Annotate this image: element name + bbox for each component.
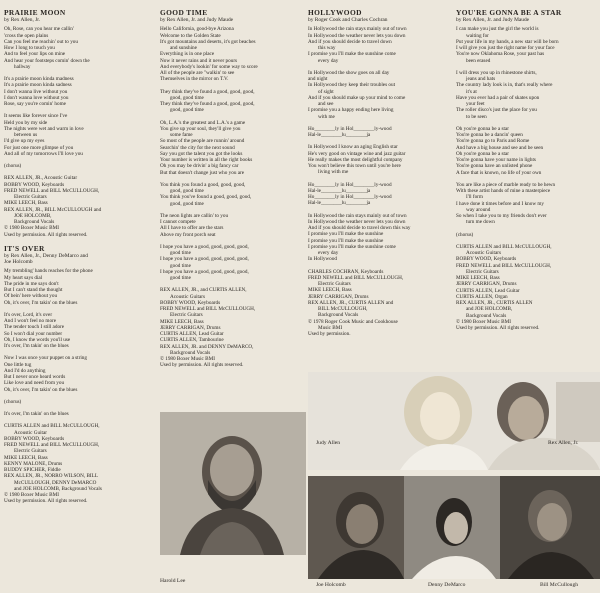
lyric-line: I promise you I'll make the sunshine bbox=[308, 237, 384, 244]
lyric-line: All of the people are "walkin' to see bbox=[160, 70, 235, 77]
song-title: GOOD TIME bbox=[160, 8, 208, 17]
lyric-line: some fame bbox=[170, 132, 193, 139]
lyric-line: good, good time bbox=[170, 94, 204, 101]
lyric-line: You are like a piece of marble ready to be hewn bbox=[456, 181, 556, 188]
lyric-line: REX ALLEN, JR., BILL McCULLOUGH and bbox=[4, 206, 102, 213]
lyric-line: So when I take you to my friends don't ever bbox=[456, 213, 547, 220]
lyric-line: He's very good on vintage wine and jazz guitar bbox=[308, 150, 406, 157]
lyric-line: to be seen bbox=[466, 113, 487, 120]
lyric-line: The pride in me says don't bbox=[4, 280, 59, 287]
lyric-line: Acoustic Guitars bbox=[466, 250, 502, 257]
lyric-line: JERRY CARRIGAN, Drums bbox=[308, 293, 369, 300]
lyric-line: I can make you just the girl the world is bbox=[456, 26, 539, 33]
lyric-line: Everything is in one place bbox=[160, 51, 215, 58]
lyric-line: been erased bbox=[466, 57, 491, 64]
lyric-line: Rose, say you're comin' home bbox=[4, 101, 66, 108]
song-its-over bbox=[4, 244, 150, 505]
lyric-line: this way bbox=[318, 45, 336, 52]
lyric-line: good time bbox=[170, 250, 191, 257]
lyric-line: The neon lights are callin' to you bbox=[160, 212, 229, 219]
lyric-line: I don't wanna live without you bbox=[4, 88, 68, 95]
lyric-line: I promise you I'll make the sunshine come bbox=[308, 51, 396, 58]
lyric-line: BUDDY SPICHER, Fiddle bbox=[4, 467, 61, 474]
column-3 bbox=[308, 8, 450, 343]
lyric-line: But that doesn't change just who you are bbox=[160, 169, 245, 176]
lyric-line: Electric Guitars bbox=[170, 312, 203, 319]
lyric-line: it's at bbox=[466, 88, 477, 95]
lyric-line: good time bbox=[170, 262, 191, 269]
lyric-line: Oh you're gonna be a star bbox=[456, 150, 509, 157]
lyric-line: Used by permission. bbox=[308, 331, 351, 338]
lyric-line: Hello California, good-bye Arizona bbox=[160, 26, 234, 33]
lyric-line: CURTIS ALLEN, Tambourine bbox=[160, 337, 224, 344]
lyric-line: Music BMI bbox=[318, 324, 343, 331]
lyric-line: JERRY CARRIGAN, Drums bbox=[456, 281, 517, 288]
song-title: HOLLYWOOD bbox=[308, 8, 362, 17]
lyric-line: So I won't dial your number bbox=[4, 330, 63, 337]
lyric-line: I promise you I'll make the sunshine bbox=[308, 231, 384, 238]
lyric-line: BOBBY WOOD, Keyboards bbox=[456, 256, 517, 263]
lyric-line: CHARLES COCHRAN, Keyboards bbox=[308, 268, 384, 275]
lyric-line: way around bbox=[466, 206, 491, 213]
lyric-line: JOE HOLCOMB, bbox=[14, 212, 52, 219]
lyric-line: every day bbox=[318, 250, 339, 257]
lyric-line: In Hollywood the rain stays mainly out of town bbox=[308, 26, 407, 33]
lyric-line: BILL McCULLOUGH, bbox=[318, 306, 368, 313]
lyric-line: waiting for bbox=[466, 32, 489, 39]
lyric-line: REX ALLEN, JR., CURTIS ALLEN and bbox=[308, 299, 394, 306]
lyric-line: REX ALLEN, JR., and CURTIS ALLEN, bbox=[160, 287, 247, 294]
lyric-line: And everybody's lookin' for some way to score bbox=[160, 63, 258, 70]
song-byline: by Rex Allen, Jr., Denny DeMarco and Joe Holcomb bbox=[4, 252, 88, 266]
lyric-line: REX ALLEN, JR. and DENNY DeMARCO, bbox=[160, 343, 254, 350]
lyric-line: I don't wanna love without you bbox=[4, 94, 69, 101]
lyric-line: You give up your soul, they'll give you bbox=[160, 125, 241, 132]
column-4 bbox=[456, 8, 596, 337]
lyric-line: It's a prairie moon kinda madness bbox=[4, 76, 74, 83]
lyric-line: Ho________ly in Hol________ly-wood bbox=[308, 181, 392, 188]
song-byline: by Rex Allen, Jr. and Judy Maude bbox=[456, 17, 530, 23]
caption-judy-allen: Judy Allen bbox=[316, 440, 341, 446]
song-title: YOU'RE GONNA BE A STAR bbox=[456, 8, 562, 17]
lyric-line: And if you should decide to travel down bbox=[308, 38, 392, 45]
lyric-line: and JOE HOLCOMB, Background Vocals bbox=[14, 485, 102, 492]
lyric-line: FRED NEWELL and BILL McCULLOUGH, bbox=[4, 187, 100, 194]
lyric-line: He really makes the most delightful company bbox=[308, 156, 403, 163]
song-title: PRAIRIE MOON bbox=[4, 8, 66, 17]
lyric-line: © 1980 Boxer Music BMI bbox=[456, 318, 511, 325]
lyric-line: FRED NEWELL and BILL McCULLOUGH, bbox=[4, 442, 100, 449]
lyric-line: CURTIS ALLEN, Organ bbox=[456, 293, 508, 300]
song-hollywood bbox=[308, 8, 450, 337]
lyric-line: Say you got the talent you got the looks bbox=[160, 150, 243, 157]
caption-denny-demarco: Denny DeMarco bbox=[428, 582, 466, 588]
lyric-line: So most of the people are runnin' around bbox=[160, 138, 245, 145]
lyric-line: every day bbox=[318, 57, 339, 64]
column-2 bbox=[160, 8, 300, 375]
lyric-line: My trembling' hands reaches for the phone bbox=[4, 268, 93, 275]
lyric-line: The roller disco's just the place for you bbox=[456, 107, 537, 114]
lyric-line: CURTIS ALLEN, Lead Guitar bbox=[456, 287, 520, 294]
lyric-line: JERRY CARRIGAN, Drums bbox=[160, 324, 221, 331]
lyric-line: Background Vocals bbox=[14, 219, 55, 226]
lyric-line: good, good time bbox=[170, 200, 204, 207]
lyric-line: © 1980 Boxer Music BMI bbox=[4, 225, 59, 232]
lyric-line: Ho________ly in Hol________ly-wood bbox=[308, 194, 392, 201]
lyric-line: But I can't stand the thought bbox=[4, 287, 63, 294]
lyric-line: of sight bbox=[318, 88, 334, 95]
lyric-line: Background Vocals bbox=[318, 312, 359, 319]
lyric-line: A face that is known, no life of your own bbox=[456, 169, 542, 176]
lyric-line: good, good time bbox=[170, 188, 204, 195]
lyric-line: They think they've found a good, good, good, bbox=[160, 101, 255, 108]
lyric-line: Electric Guitars bbox=[318, 281, 351, 288]
lyric-line: hallway bbox=[14, 63, 31, 70]
lyric-line: KENNY MALONE, Drums bbox=[4, 460, 63, 467]
lyric-line: and JOE HOLCOMB, bbox=[466, 306, 513, 313]
column-1 bbox=[4, 8, 150, 511]
lyric-line: In Hollywood they keep their troubles out bbox=[308, 82, 396, 89]
lyric-line: Now it never rains and it never pours bbox=[160, 57, 238, 64]
lyric-line: The nights were wet and warm in love bbox=[4, 125, 84, 132]
lyric-line: BOBBY WOOD, Keyboards bbox=[160, 299, 221, 306]
lyric-line: In Hollywood the rain stays mainly out of town bbox=[308, 212, 407, 219]
lyric-line: between us bbox=[14, 132, 38, 139]
lyric-line: MIKE LEECH, Bass bbox=[4, 200, 48, 207]
lyric-line: REX ALLEN, JR., NORRO WILSON, BILL bbox=[4, 473, 98, 480]
lyric-line: © 1978 Roger Cook Music and Cookhouse bbox=[308, 318, 398, 325]
lyric-line: All I have to offer are the stars bbox=[160, 225, 224, 232]
lyric-line: Have you ever had a pair of skates upon bbox=[456, 94, 540, 101]
lyric-line: and see bbox=[318, 101, 334, 108]
lyric-line: Like love and need from you bbox=[4, 380, 65, 387]
lyric-line: The tender touch I still adore bbox=[4, 324, 65, 331]
lyric-line: (chorus) bbox=[4, 398, 22, 405]
lyric-line: Oh you may be drivin' a big fancy car bbox=[160, 163, 239, 170]
lyric-line: Used by permission. All rights reserved. bbox=[4, 498, 88, 505]
song-byline: by Rex Allen, Jr. bbox=[4, 17, 41, 23]
lyric-line: Oh, Rose, can you hear me callin' bbox=[4, 26, 74, 33]
portrait-judy-and-rex bbox=[308, 372, 600, 470]
lyric-line: With these artist hands of mine a masterpiece bbox=[456, 188, 551, 195]
lyric-line: Acoustic Guitars bbox=[170, 293, 206, 300]
lyric-line: McCULLOUGH, DENNY DeMARCO bbox=[14, 479, 97, 486]
lyric-line: CURTIS ALLEN, Lead Guitar bbox=[160, 331, 224, 338]
lyric-line: and night bbox=[308, 76, 328, 83]
song-byline: by Rex Allen, Jr. and Judy Maude bbox=[160, 17, 234, 23]
lyric-line: In Hollywood the weather never lets you down bbox=[308, 218, 406, 225]
lyric-line: I hope you have a good, good, good, good, bbox=[160, 256, 249, 263]
lyric-line: And to feel your lips on mine bbox=[4, 51, 66, 58]
lyric-line: My heart says dial bbox=[4, 274, 43, 281]
lyric-line: It's over, I'm takin' on the blues bbox=[4, 411, 69, 418]
lyric-line: And if you should make up your mind to come bbox=[308, 94, 406, 101]
lyric-line: CURTIS ALLEN and BILL McCULLOUGH, bbox=[4, 423, 100, 430]
lyric-line: REX ALLEN, JR., CURTIS ALLEN bbox=[456, 300, 533, 307]
lyric-line: good, good time bbox=[170, 107, 204, 114]
song-prairie-moon bbox=[4, 8, 150, 238]
lyric-line: Oh, I know the words you'll use bbox=[4, 336, 71, 343]
lyric-line: good time bbox=[170, 275, 191, 282]
lyric-line: Used by permission. All rights reserved. bbox=[456, 325, 540, 332]
lyric-line: You're gonna go to Paris and Rome bbox=[456, 138, 530, 145]
lyric-line: I cannot compete bbox=[160, 219, 196, 226]
lyric-line: Searchin' the city for the next sound bbox=[160, 144, 235, 151]
lyric-line: Used by permission. All rights reserved. bbox=[160, 362, 244, 369]
photo-harold-lee bbox=[160, 412, 306, 555]
portrait-harold-lee bbox=[160, 412, 306, 555]
lyric-line: REX ALLEN, JR., Acoustic Guitar bbox=[4, 175, 78, 182]
lyric-line: I promise you a happy ending here living bbox=[308, 107, 394, 114]
lyric-line: and sunshine bbox=[170, 45, 197, 52]
lyric-line: In Hollywood the show goes on all day bbox=[308, 69, 390, 76]
lyric-line: I have done it times before and I know my bbox=[456, 200, 545, 207]
lyric-line: I hope you have a good, good, good, good, bbox=[160, 243, 249, 250]
portrait-background-vocalists bbox=[308, 476, 600, 579]
lyric-line: It seems like forever since I've bbox=[4, 113, 68, 120]
lyric-line: I promise you I'll make the sunshine come bbox=[308, 243, 396, 250]
lyric-line: You won't believe this town until you're here bbox=[308, 163, 401, 170]
photo-background-vocalists bbox=[308, 476, 600, 579]
lyric-line: Above my front porch seat bbox=[160, 231, 216, 238]
lyric-line: MIKE LEECH, Bass bbox=[308, 287, 352, 294]
lyric-line: with me bbox=[318, 113, 335, 120]
lyric-line: your feet bbox=[466, 101, 485, 108]
lyric-line: Hal-le________lu________ja bbox=[308, 187, 371, 194]
lyric-line: living with me bbox=[318, 169, 349, 176]
lyric-line: Now I was once your puppet on a string bbox=[4, 355, 87, 362]
lyric-line: One little tug bbox=[4, 361, 32, 368]
lyric-line: In Hollywood bbox=[308, 256, 337, 263]
lyric-line: It's over, Lord, it's over bbox=[4, 311, 53, 318]
lyric-line: Ho________ly in Hol________ly-wood bbox=[308, 125, 392, 132]
lyric-line: You're gonna have an unlisted phone bbox=[456, 163, 533, 170]
lyric-line: In Hollywood the weather never lets you down bbox=[308, 32, 406, 39]
caption-harold-lee: Harold Lee bbox=[160, 578, 186, 584]
lyric-line: Background Vocals bbox=[466, 312, 507, 319]
lyric-line: FRED NEWELL and BILL McCULLOUGH, bbox=[308, 274, 404, 281]
lyric-line: Of bein' here without you bbox=[4, 293, 58, 300]
lyric-line: Can you feel me reachin' out to you bbox=[4, 38, 78, 45]
lyric-line: And hear your footsteps comin' down the bbox=[4, 57, 90, 64]
lyric-line: You think you found a good, good, good, bbox=[160, 181, 246, 188]
lyric-line: FRED NEWELL and BILL McCULLOUGH, bbox=[456, 262, 552, 269]
lyric-line: Hal-le________lu________ja bbox=[308, 200, 371, 207]
lyric-line: It's over, I'm takin' on the blues bbox=[4, 343, 69, 350]
lyric-line: And I won't feel no more bbox=[4, 318, 57, 325]
lyric-line: Electric Guitars bbox=[14, 448, 47, 455]
lyric-line: Background Vocals bbox=[170, 349, 211, 356]
lyric-line: FRED NEWELL and BILL McCULLOUGH, bbox=[160, 306, 256, 313]
lyric-line: CURTIS ALLEN and BILL McCULLOUGH, bbox=[456, 243, 552, 250]
lyric-line: Acoustic Guitar bbox=[14, 429, 47, 436]
lyric-line: Held you by my side bbox=[4, 119, 48, 126]
lyric-line: turn me down bbox=[466, 219, 495, 226]
lyric-line: Used by permission. All rights reserved. bbox=[4, 231, 88, 238]
lyric-line: 'cross the open plains bbox=[4, 32, 49, 39]
lyric-line: You think you've found a good, good, good, bbox=[160, 194, 252, 201]
lyric-line: I'll form bbox=[466, 194, 483, 201]
lyric-line: I'd give up my eyes bbox=[4, 138, 45, 145]
lyric-line: In Hollywood I know an aging English star bbox=[308, 144, 398, 151]
lyric-lines bbox=[160, 26, 300, 368]
song-byline: by Roger Cook and Charles Cochran bbox=[308, 17, 388, 23]
lyric-line: And all of my tomorrows I'll love you bbox=[4, 150, 83, 157]
lyric-line: I will give you just the right name for your face bbox=[456, 45, 555, 52]
lyric-line: BOBBY WOOD, Keyboards bbox=[4, 181, 65, 188]
caption-bill-mccullough: Bill McCullough bbox=[540, 582, 579, 588]
lyric-line: MIKE LEECH, Bass bbox=[160, 318, 204, 325]
lyric-lines bbox=[4, 268, 150, 504]
lyric-line: BOBBY WOOD, Keyboards bbox=[4, 435, 65, 442]
lyric-line: Put your life in my hands, a new star will be born bbox=[456, 38, 559, 45]
lyric-line: The country lady look is in, that's really where bbox=[456, 82, 553, 89]
caption-rex-allen: Rex Allen, Jr. bbox=[548, 440, 579, 446]
lyric-line: Electric Guitars bbox=[466, 268, 499, 275]
lyric-line: Oh, it's over, I'm takin' on the blues bbox=[4, 386, 78, 393]
lyric-line: (chorus) bbox=[456, 231, 474, 238]
lyric-line: And if you should decide to travel down this way bbox=[308, 225, 411, 232]
lyric-line: They think they've found a good, good, good, bbox=[160, 88, 255, 95]
caption-joe-holcomb: Joe Holcomb bbox=[316, 582, 346, 588]
lyric-line: Oh, L.A.'s the greatest and L.A.'s a game bbox=[160, 119, 246, 126]
lyric-line: You're now Oklahoma Rose, your past has bbox=[456, 51, 545, 58]
lyric-line: Oh, it's over, I'm takin' on the blues bbox=[4, 299, 78, 306]
lyric-lines bbox=[4, 26, 150, 238]
song-title: IT'S OVER bbox=[4, 243, 45, 253]
lyric-line: I hope you have a good, good, good, good, bbox=[160, 268, 249, 275]
lyric-line: © 1980 Boxer Music BMI bbox=[4, 492, 59, 499]
song-good-time bbox=[160, 8, 300, 369]
lyric-line: Oh you're gonna be a star bbox=[456, 125, 509, 132]
lyric-line: You're gonna be a dancin' queen bbox=[456, 132, 523, 139]
lyric-line: Themselves in the mirror on T.V. bbox=[160, 76, 229, 83]
lyric-line: I will dress you up in rhinestone shirts, bbox=[456, 69, 537, 76]
lyric-line: MIKE LEECH, Bass bbox=[456, 275, 500, 282]
lyric-line: Your number is written in all the right books bbox=[160, 157, 253, 164]
lyric-line: And I'd do anything bbox=[4, 367, 46, 374]
lyric-lines bbox=[456, 26, 596, 331]
lyric-line: And have a big house and see and be seen bbox=[456, 144, 544, 151]
lyric-line: Electric Guitars bbox=[14, 194, 47, 201]
lyric-line: You're gonna have your name in lights bbox=[456, 157, 536, 164]
lyric-line: MIKE LEECH, Bass bbox=[4, 454, 48, 461]
lyric-line: (chorus) bbox=[4, 163, 22, 170]
lyric-lines bbox=[308, 26, 450, 337]
lyric-line: Hal-le________lu________ja bbox=[308, 132, 371, 139]
lyric-line: Welcome to the Golden State bbox=[160, 32, 221, 39]
lyric-line: How I long to touch you bbox=[4, 45, 55, 52]
photo-judy-and-rex bbox=[308, 372, 600, 470]
lyric-line: jeans and hats bbox=[466, 76, 496, 83]
song-youre-gonna-be-a-star bbox=[456, 8, 596, 331]
lyric-line: But I never once heard words bbox=[4, 374, 66, 381]
lyric-line: It's a prairie moon kinda sadness bbox=[4, 82, 72, 89]
lyric-line: For just one more glimpse of you bbox=[4, 144, 74, 151]
lyric-line: It's got mountains and deserts, it's got beaches bbox=[160, 38, 256, 45]
lyric-line: © 1980 Boxer Music BMI bbox=[160, 356, 215, 363]
